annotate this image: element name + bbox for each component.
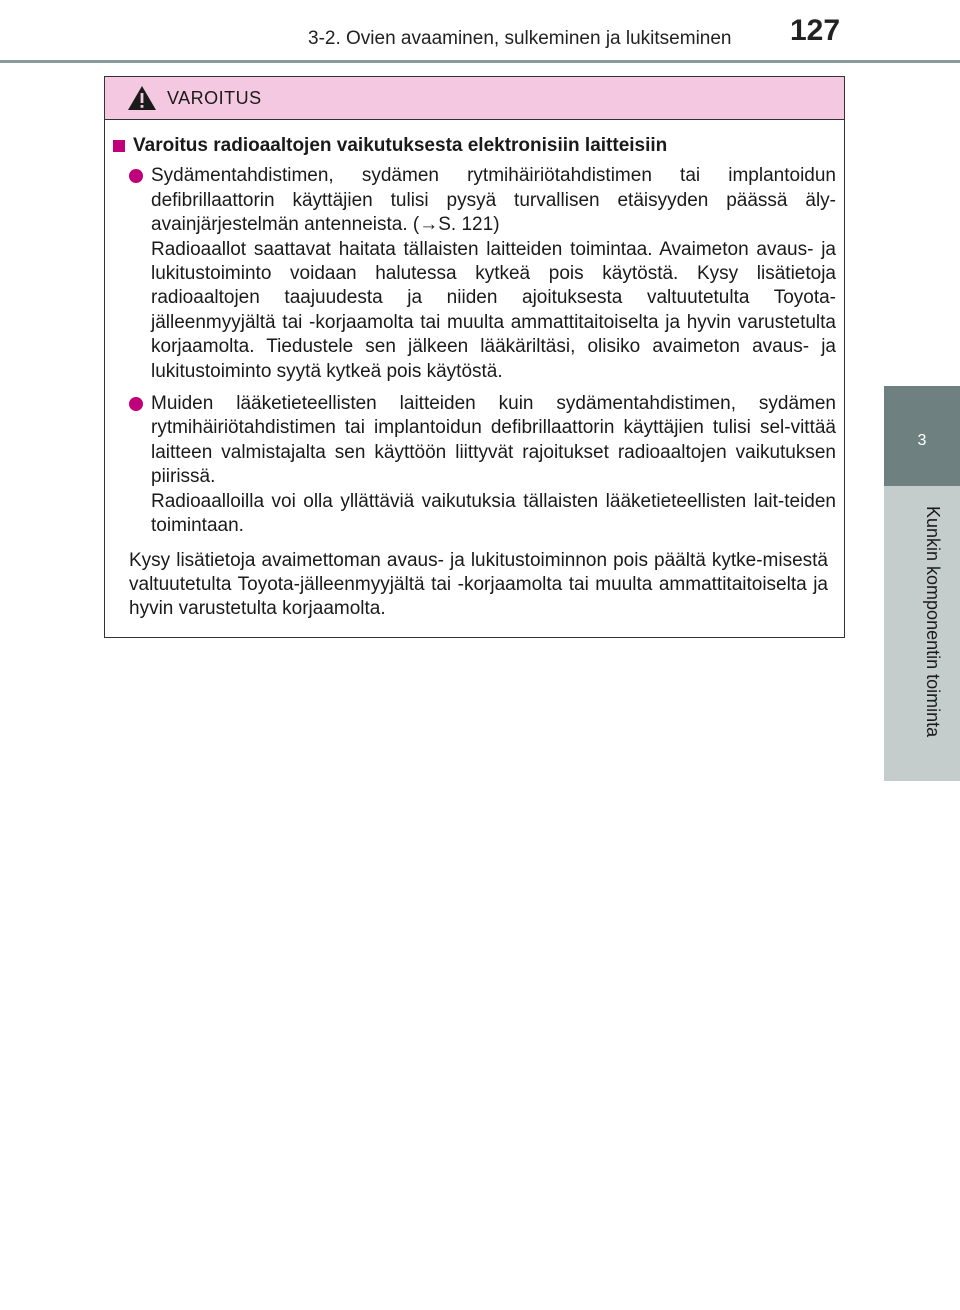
warning-title: VAROITUS — [167, 88, 262, 108]
section-title: 3-2. Ovien avaaminen, sulkeminen ja lukitseminen — [308, 28, 732, 49]
round-bullet-icon — [129, 169, 143, 183]
chapter-side-tab — [884, 386, 960, 781]
list-item — [129, 392, 836, 538]
paragraph: Sydämentahdistimen, sydämen rytmihäiriötahdistimen tai implantoidun defibrillaattorin käyttäjien tulisi pysyä turvallisen etäisyyden päässä äly-avainjärjestelmän antenneista. (→S. 121) — [151, 165, 836, 236]
page-number: 127 — [790, 14, 841, 47]
warning-heading — [113, 134, 836, 158]
warning-heading-text: Varoitus radioaaltojen vaikutuksesta elektronisiin laitteisiin — [133, 135, 668, 156]
warning-box — [104, 76, 845, 638]
bullet-text — [151, 392, 836, 538]
paragraph: Radioaalloilla voi olla yllättäviä vaikutuksia tällaisten lääketieteellisten lait-teiden toimintaan. — [151, 490, 836, 537]
warning-body — [105, 120, 844, 622]
paragraph: Muiden lääketieteellisten laitteiden kuin sydämentahdistimen, sydämen rytmihäiriötahdistimen tai implantoidun defibrillaattorin käyttäjien tulisi sel-vittää laitteen valmistajalta sen käyttöön liittyvät rajoitukset radioaaltojen vaikutuksen piirissä. — [151, 393, 836, 488]
warning-header — [105, 77, 844, 120]
square-bullet-icon — [113, 140, 125, 152]
round-bullet-icon — [129, 397, 143, 411]
list-item — [129, 164, 836, 384]
warning-triangle-icon — [127, 85, 157, 111]
chapter-label: Kunkin komponentin toiminta — [923, 506, 943, 738]
chapter-number: 3 — [884, 386, 960, 486]
closing-paragraph: Kysy lisätietoja avaimettoman avaus- ja lukitustoiminnon pois päältä kytke-misestä valtuutetulta Toyota-jälleenmyyjältä tai -korjaamolta tai muulta ammattitaitoiselta ja hyvin varustetulta korjaamolta. — [129, 549, 828, 620]
bullet-text — [151, 164, 836, 384]
paragraph: Radioaallot saattavat haitata tällaisten laitteiden toimintaa. Avaimeton avaus- ja lukitustoiminto voidaan halutessa kytkeä pois käytöstä. Kysy lisätietoja radioaaltojen taajuudesta ja niiden ajoituksesta valtuutetulta Toyota-jälleenmyyjältä tai -korjaamolta tai muulta ammattitaitoiselta ja hyvin varustetulta korjaamolta. Tiedustele sen jälkeen lääkäriltäsi, olisiko avaimeton avaus- ja lukitustoiminto syytä kytkeä pois käytöstä. — [151, 238, 836, 382]
header-divider — [0, 60, 960, 63]
